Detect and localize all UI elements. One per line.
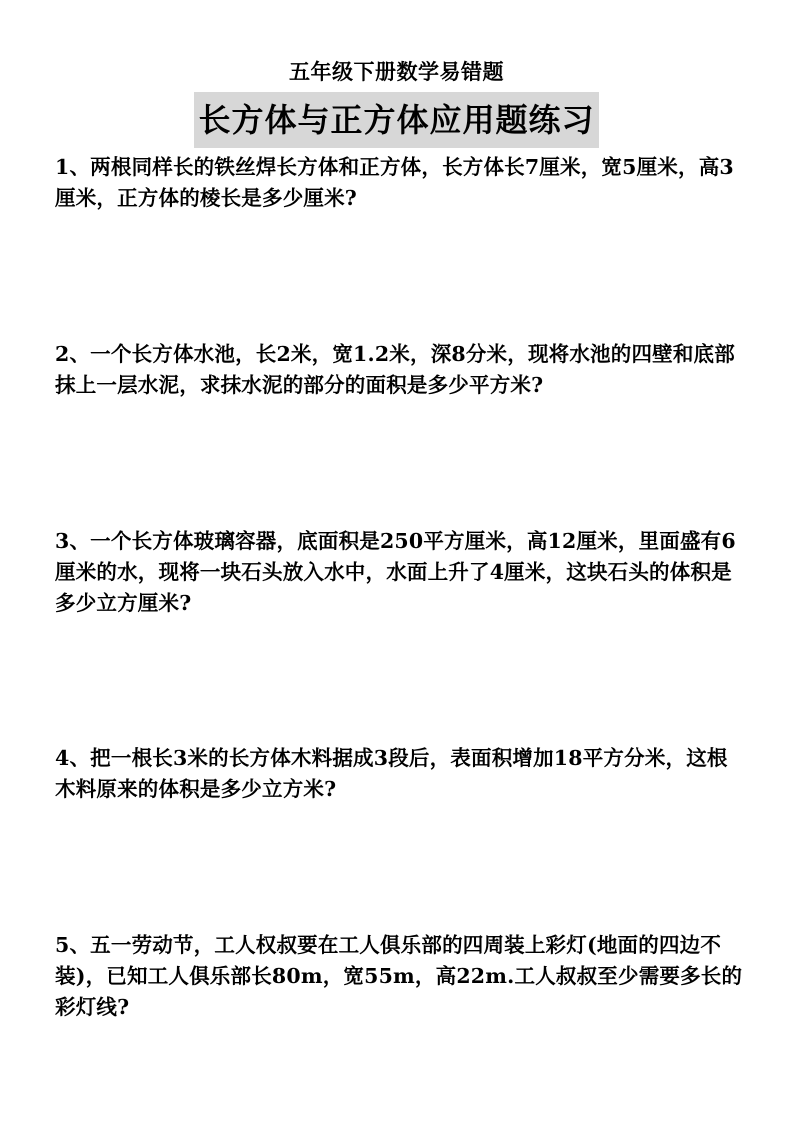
question-1: 1、两根同样长的铁丝焊长方体和正方体，长方体长7厘米，宽5厘米，高3厘米，正方体的棱长是多少厘米?: [55, 155, 734, 210]
question-2: 2、一个长方体水池，长2米，宽1.2米，深8分米，现将水池的四壁和底部抹上一层水泥，求抹水泥的部分的面积是多少平方米?: [55, 342, 735, 397]
worksheet-subtitle: 五年级下册数学易错题: [289, 60, 504, 84]
title-container: [0, 92, 793, 148]
question-4: 4、把一根长3米的长方体木料据成3段后，表面积增加18平方分米，这根木料原来的体积是多少立方米?: [55, 746, 728, 801]
question-3: 3、一个长方体玻璃容器，底面积是250平方厘米，高12厘米，里面盛有6厘米的水，现将一块石头放入水中，水面上升了4厘米，这块石头的体积是多少立方厘米?: [55, 529, 736, 615]
question-5: 5、五一劳动节，工人权叔要在工人俱乐部的四周装上彩灯(地面的四边不装)，已知工人俱乐部长80m，宽55m，高22m.工人叔叔至少需要多长的彩灯线?: [55, 933, 743, 1019]
worksheet-title: 长方体与正方体应用题练习: [194, 92, 598, 148]
